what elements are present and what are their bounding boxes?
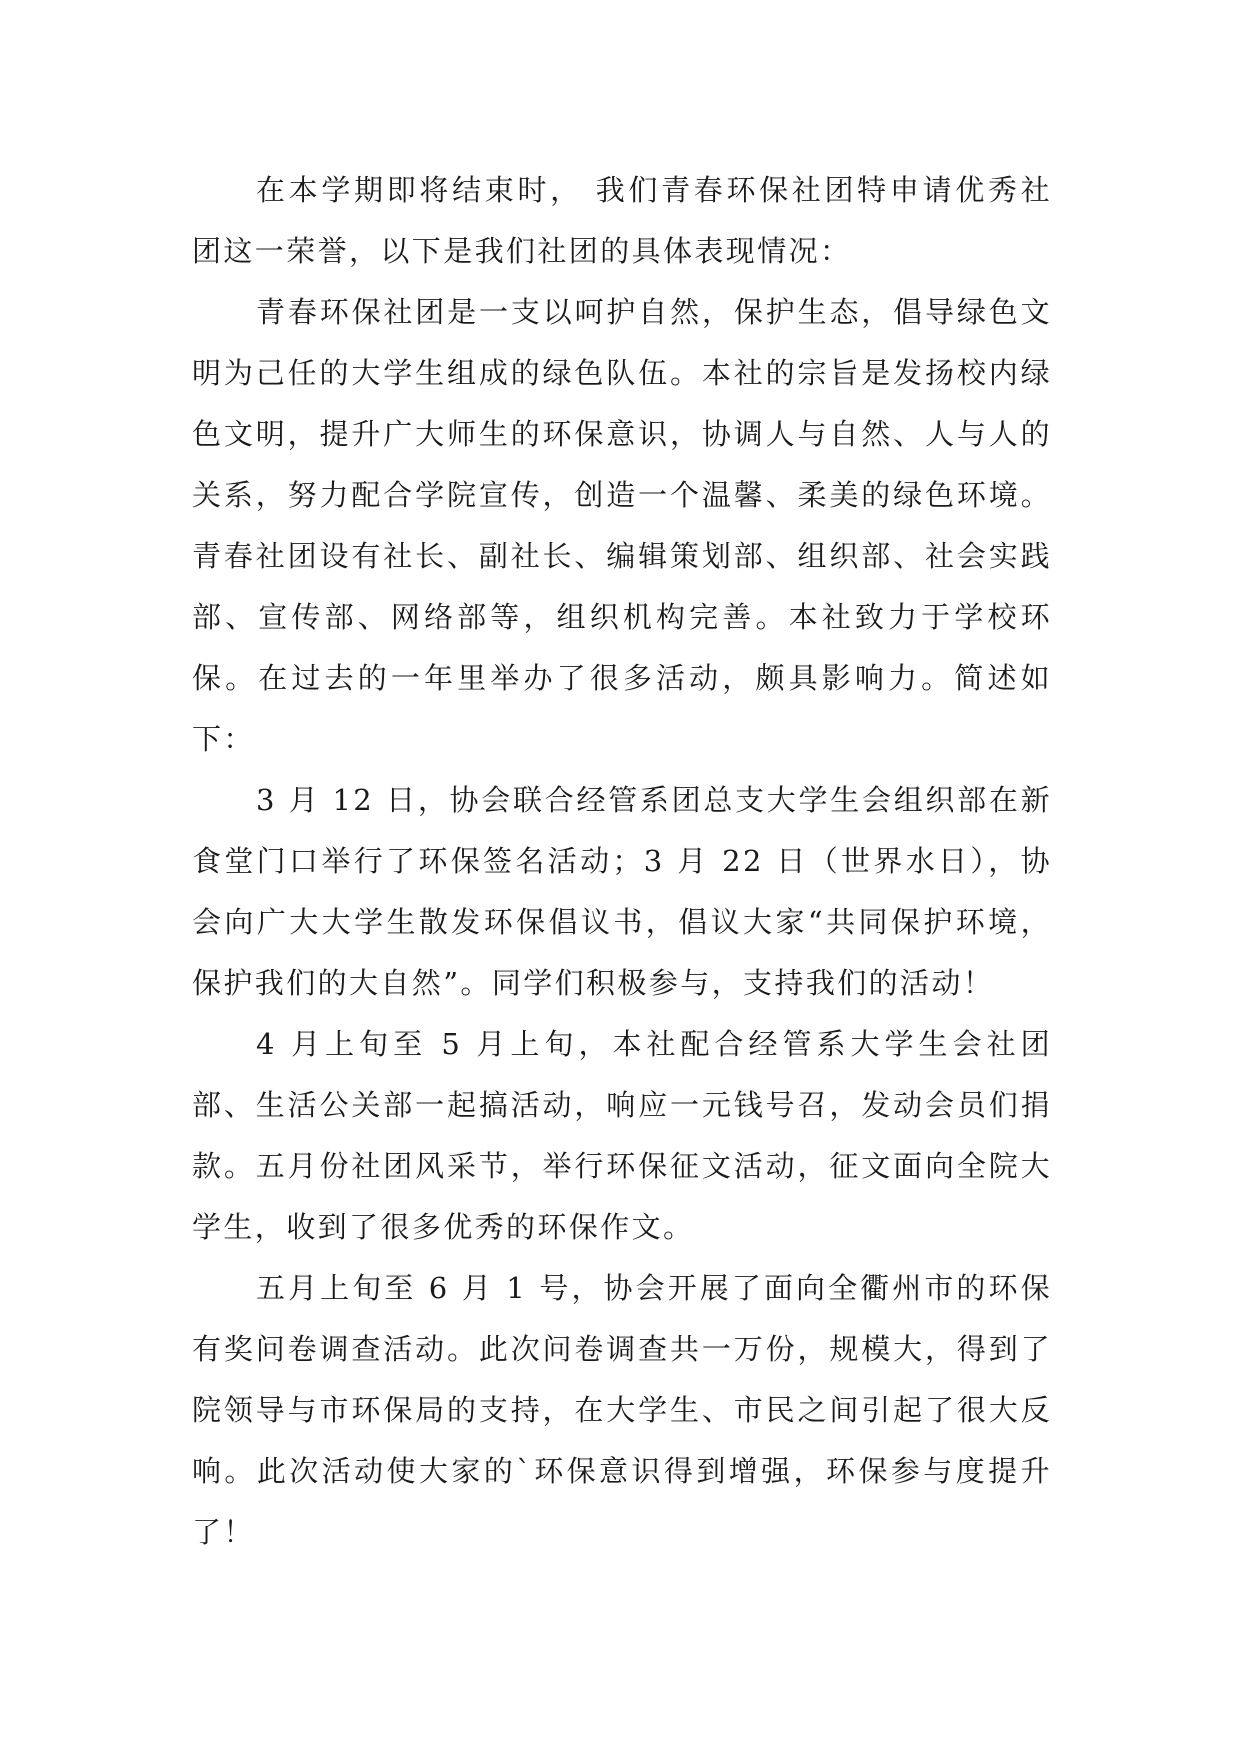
paragraph-club-overview: 青春环保社团是一支以呵护自然，保护生态，倡导绿色文明为己任的大学生组成的绿色队伍。本社的宗旨是发扬校内绿色文明，提升广大师生的环保意识，协调人与自然、人与人的关系，努力配合学院宣传，创造一个温馨、柔美的绿色环境。青春社团设有社长、副社长、编辑策划部、组织部、社会实践部、宣传部、网络部等，组织机构完善。本社致力于学校环保。在过去的一年里举办了很多活动，颇具影响力。简述如下： bbox=[192, 295, 1052, 756]
paragraph-april-may-activities: 4 月上旬至 5 月上旬，本社配合经管系大学生会社团部、生活公关部一起搞活动，响应一元钱号召，发动会员们捐款。五月份社团风采节，举行环保征文活动，征文面向全院大学生，收到了很多优秀的环保作文。 bbox=[192, 1027, 1052, 1244]
paragraph-intro: 在本学期即将结束时， 我们青春环保社团特申请优秀社团这一荣誉，以下是我们社团的具体表现情况： bbox=[192, 173, 1052, 268]
document-body bbox=[192, 160, 1052, 1563]
paragraph-march-activities: 3 月 12 日，协会联合经管系团总支大学生会组织部在新食堂门口举行了环保签名活动；3 月 22 日（世界水日），协会向广大大学生散发环保倡议书，倡议大家“共同保护环境，保护我们的大自然”。同学们积极参与，支持我们的活动！ bbox=[192, 783, 1052, 1000]
paragraph-survey-activity: 五月上旬至 6 月 1 号，协会开展了面向全衢州市的环保有奖问卷调查活动。此次问卷调查共一万份，规模大，得到了院领导与市环保局的支持，在大学生、市民之间引起了很大反响。此次活动使大家的`环保意识得到增强，环保参与度提升了！ bbox=[192, 1271, 1052, 1549]
